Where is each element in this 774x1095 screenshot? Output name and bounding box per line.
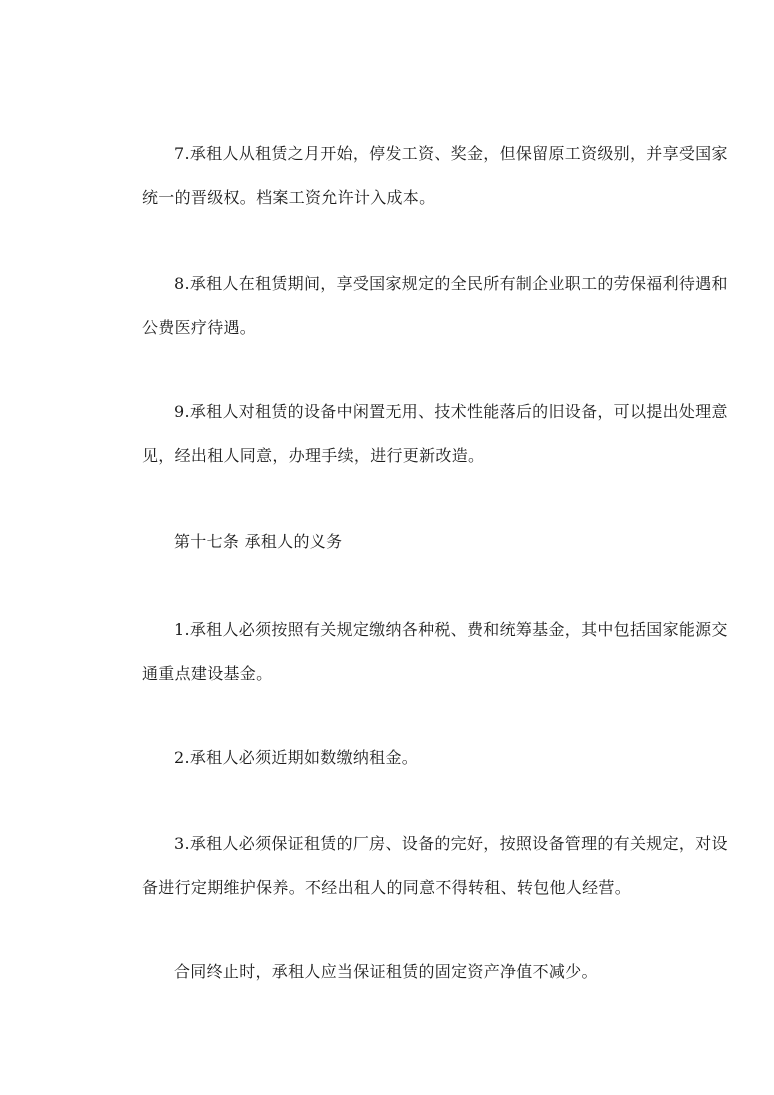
paragraph-line: 见，经出租人同意，办理手续，进行更新改造。 bbox=[142, 446, 485, 465]
paragraph-line: 备进行定期维护保养。不经出租人的同意不得转租、转包他人经营。 bbox=[142, 878, 632, 897]
paragraph-line: 2.承租人必须近期如数缴纳租金。 bbox=[174, 748, 419, 767]
paragraph-line: 通重点建设基金。 bbox=[142, 664, 273, 683]
article-heading bbox=[110, 520, 670, 564]
paragraph-line: 7.承租人从租赁之月开始，停发工资、奖金，但保留原工资级别，并享受国家 bbox=[174, 144, 728, 163]
paragraph-item-1 bbox=[110, 608, 728, 696]
paragraph-item-2 bbox=[110, 736, 670, 780]
paragraph-line: 合同终止时，承租人应当保证租赁的固定资产净值不减少。 bbox=[174, 962, 598, 981]
paragraph-item-8 bbox=[110, 262, 728, 350]
heading-line: 第十七条 承租人的义务 bbox=[174, 532, 343, 551]
paragraph-line: 8.承租人在租赁期间，享受国家规定的全民所有制企业职工的劳保福利待遇和 bbox=[174, 274, 728, 293]
paragraph-line: 1.承租人必须按照有关规定缴纳各种税、费和统筹基金，其中包括国家能源交 bbox=[174, 620, 728, 639]
paragraph-line: 3.承租人必须保证租赁的厂房、设备的完好，按照设备管理的有关规定，对设 bbox=[174, 834, 728, 853]
paragraph-line: 9.承租人对租赁的设备中闲置无用、技术性能落后的旧设备，可以提出处理意 bbox=[174, 402, 728, 421]
paragraph-line: 公费医疗待遇。 bbox=[142, 318, 257, 337]
paragraph-item-7 bbox=[110, 132, 728, 220]
paragraph-item-9 bbox=[110, 390, 728, 478]
paragraph-contract-end bbox=[110, 950, 670, 994]
paragraph-line: 统一的晋级权。档案工资允许计入成本。 bbox=[142, 188, 436, 207]
paragraph-item-3 bbox=[110, 822, 728, 910]
